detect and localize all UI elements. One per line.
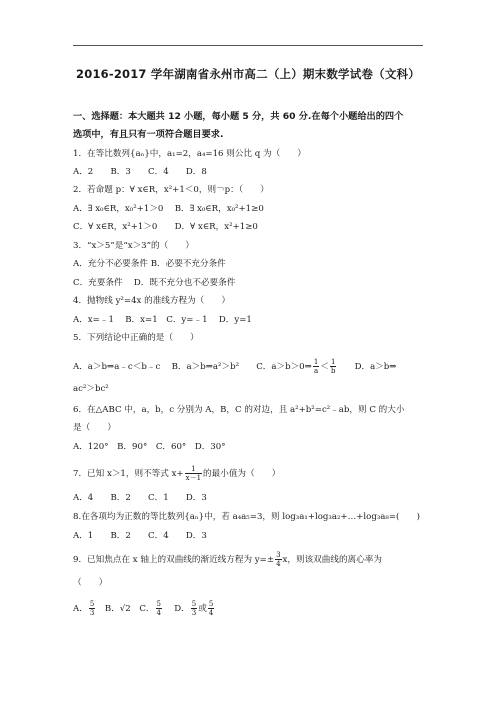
question-7-options: A．4 B．2 C．1 D．3 <box>73 493 207 503</box>
frac-num: 1 <box>185 465 202 474</box>
frac-den: 3 <box>89 609 95 617</box>
q5-option-d: D．a＞b⇒ <box>337 362 397 372</box>
q7-text-post: 的最小值为（ ） <box>203 469 281 479</box>
frac-num: 5 <box>156 600 161 608</box>
q9-option-a-label: A． <box>73 604 88 614</box>
less-than-sign: ＜ <box>320 362 329 372</box>
q9-option-d-label: D． <box>162 604 190 614</box>
question-7 <box>73 465 280 482</box>
question-3-options-ab: A．充分不必要条件 B．必要不充分条件 <box>73 259 226 269</box>
section-heading-line1: 一、选择题：本大题共 12 小题，每小题 5 分，共 60 分.在每个小题给出的四个 <box>73 111 404 122</box>
question-1-options: A．2 B．3 C．4 D．8 <box>73 167 207 177</box>
fraction-1-over-x-minus-1 <box>185 465 202 482</box>
question-1: 1．在等比数列{aₙ}中，a₁=2，a₄=16 则公比 q 为（ ） <box>73 149 306 159</box>
question-4-options: A．x=﹣1 B．x=1 C．y=﹣1 D．y=1 <box>73 315 252 325</box>
question-6-options: A．120° B．90° C．60° D．30° <box>73 442 226 452</box>
fraction-5-over-3-d <box>191 600 197 617</box>
question-3-options-cd: C．充要条件 D．既不充分也不必要条件 <box>73 278 236 288</box>
section-heading-line2: 选项中，有且只有一项符合题目要求. <box>73 129 224 140</box>
q9-options-b-c: B．√2 C． <box>96 604 155 614</box>
frac-num: 5 <box>208 600 214 608</box>
fraction-5-over-4-d <box>208 600 214 617</box>
question-3: 3．“x＞5”是“x＞3”的（ ） <box>73 241 195 251</box>
question-9-line2: （ ） <box>73 578 108 588</box>
frac-den: 3 <box>191 609 197 617</box>
frac-num: 1 <box>313 358 319 366</box>
question-4: 4．抛物线 y²=4x 的准线方程为（ ） <box>73 296 231 306</box>
q9-text-pre: 9．已知焦点在 x 轴上的双曲线的渐近线方程为 y=± <box>73 555 275 565</box>
question-2: 2．若命题 p：∀ x∈R，x²+1＜0，则￢p：（ ） <box>73 185 269 195</box>
frac-den: 4 <box>156 609 161 617</box>
q9-text-post: x，则该双曲线的离心率为 <box>282 555 382 565</box>
question-6-line2: 是（ ） <box>73 423 116 433</box>
fraction-1-over-a <box>313 358 319 375</box>
or-word: 或 <box>198 604 207 614</box>
header-rule <box>73 45 423 46</box>
frac-num: 5 <box>89 600 95 608</box>
fraction-5-over-3 <box>89 600 95 617</box>
frac-den: x－1 <box>185 474 202 482</box>
fraction-3-over-4 <box>275 551 281 568</box>
question-8: 8.在各项均为正数的等比数列{aₙ}中，若 a₄a₅=3，则 log₃a₁+log₃a₂+…+log₃a₈=( ) <box>73 512 420 522</box>
q7-text-pre: 7．已知 x＞1，则不等式 x+ <box>73 469 184 479</box>
frac-num: 1 <box>330 358 336 366</box>
exam-title: 2016-2017 学年湖南省永州市高二（上）期末数学试卷（文科） <box>76 67 420 81</box>
question-9-options <box>73 600 215 617</box>
question-2-options-cd: C．∀ x∈R，x²+1＞0 D．∀ x∈R，x²+1≥0 <box>73 222 258 232</box>
q5-options-a-to-c: A．a＞b⇒a﹣c＜b﹣c B．a＞b⇒a²＞b² C．a＞b＞0⇒ <box>73 362 312 372</box>
frac-num: 3 <box>276 551 281 559</box>
question-5: 5．下列结论中正确的是（ ） <box>73 333 199 343</box>
question-5-option-d-continued: ac²＞bc² <box>73 384 109 394</box>
question-9 <box>73 551 382 568</box>
question-5-options <box>73 358 397 375</box>
question-6-line1: 6．在△ABC 中，a，b，c 分别为 A，B，C 的对边，且 a²+b²=c²﹣ab，则 C 的大小 <box>73 405 405 415</box>
frac-den: 4 <box>276 560 281 568</box>
fraction-5-over-4 <box>156 600 162 617</box>
frac-num: 5 <box>191 600 197 608</box>
frac-den: b <box>330 367 336 375</box>
question-2-options-ab: A．∃ x₀∈R，x₀²+1＞0 B．∃ x₀∈R，x₀²+1≥0 <box>73 204 264 214</box>
frac-den: a <box>314 367 319 375</box>
frac-den: 4 <box>208 609 214 617</box>
fraction-1-over-b <box>330 358 336 375</box>
question-8-options: A．1 B．2 C．4 D．3 <box>73 531 207 541</box>
